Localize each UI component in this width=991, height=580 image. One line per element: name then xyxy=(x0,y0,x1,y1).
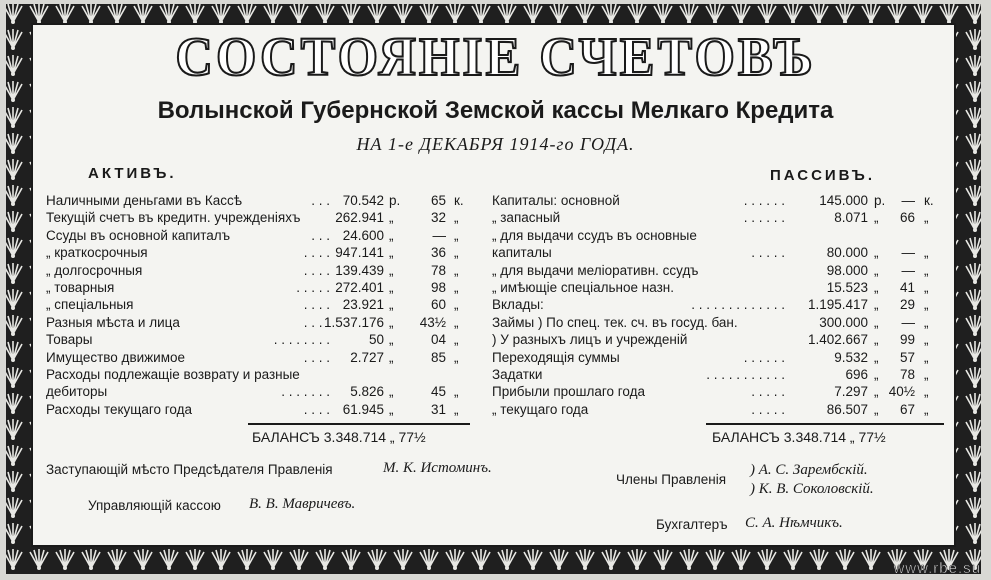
aktiv-line-rubles: 139.439 xyxy=(335,262,384,278)
aktiv-line-kop-unit: „ xyxy=(454,210,459,226)
passiv-line-kopecks: — xyxy=(901,193,915,208)
passiv-line-label: „ для выдачи ссудъ въ основные xyxy=(492,227,697,243)
passiv-line-label: Вклады: xyxy=(492,297,544,313)
aktiv-line-dots: . . . . . . . . xyxy=(273,332,330,348)
aktiv-line-unit: „ xyxy=(389,227,394,243)
page-title: СОСТОЯНІЕ СЧЕТОВЪ xyxy=(175,27,816,88)
passiv-line-unit: „ xyxy=(874,280,879,295)
aktiv-line-label: Расходы текущаго года xyxy=(46,401,193,417)
aktiv-line-dots: . . . . xyxy=(303,297,330,313)
aktiv-line-rubles: 61.945 xyxy=(342,401,384,417)
passiv-line-label: ) У разныхъ лицъ и учрежденій xyxy=(492,332,688,348)
aktiv-line-label: Расходы подлежащіе возврату и разные xyxy=(46,367,300,382)
passiv-line-rubles: 145.000 xyxy=(819,193,868,208)
aktiv-line-kop-unit: „ xyxy=(454,384,459,400)
passiv-line-label: „ для выдачи меліоративн. ссудъ xyxy=(492,262,699,278)
aktiv-line-rubles: 262.941 xyxy=(335,210,384,226)
aktiv-line-unit: „ xyxy=(389,262,394,278)
passiv-line-unit: „ xyxy=(874,349,879,365)
passiv-line-kopecks: — xyxy=(901,245,915,261)
board-member-1: ) А. С. Зарембскій. xyxy=(750,462,868,478)
passiv-balance-rule xyxy=(706,423,944,425)
aktiv-line-kopecks: 04 xyxy=(430,332,446,348)
aktiv-line-kopecks: 60 xyxy=(430,297,446,313)
passiv-line-rubles: 8.071 xyxy=(834,210,868,226)
aktiv-line-kopecks: 98 xyxy=(430,280,446,295)
aktiv-line-rubles: 24.600 xyxy=(342,227,384,243)
aktiv-line-kop-unit: „ xyxy=(454,262,459,278)
passiv-line-unit: „ xyxy=(874,245,879,261)
aktiv-line-kopecks: 85 xyxy=(430,349,446,365)
page-subtitle: Волынской Губернской Земской кассы Мелкаго Кредита xyxy=(157,97,834,124)
passiv-line-unit: „ xyxy=(874,210,879,226)
accountant-label: Бухгалтеръ xyxy=(656,517,728,532)
manager-label: Управляющій кассою xyxy=(88,498,221,513)
passiv-line-rubles: 98.000 xyxy=(826,262,868,278)
passiv-line-kop-unit: „ xyxy=(924,245,929,261)
passiv-line-kop-unit: „ xyxy=(924,401,929,417)
aktiv-line-dots: . . . xyxy=(311,193,330,208)
aktiv-line-unit: „ xyxy=(389,280,394,295)
passiv-line-kop-unit: „ xyxy=(924,332,929,348)
passiv-line-label: „ текущаго года xyxy=(492,401,589,417)
aktiv-line-unit: „ xyxy=(389,332,394,348)
aktiv-line-kopecks: — xyxy=(432,227,446,243)
passiv-line-kopecks: 78 xyxy=(899,367,915,382)
passiv-line-dots: . . . . . xyxy=(751,384,785,400)
passiv-line-rubles: 86.507 xyxy=(826,401,868,417)
passiv-line-label: Задатки xyxy=(492,367,543,382)
aktiv-line-rubles: 2.727 xyxy=(350,349,384,365)
board-label: Члены Правленія xyxy=(616,472,727,487)
passiv-line-label: „ имѣющіе спеціальное назн. xyxy=(492,280,674,295)
passiv-line-label: „ запасный xyxy=(492,210,561,226)
deputy-chairman-label: Заступающій мѣсто Предсѣдателя Правленія xyxy=(46,462,333,477)
board-member-2: ) К. В. Соколовскій. xyxy=(750,481,874,497)
passiv-line-kop-unit: „ xyxy=(924,349,929,365)
aktiv-line-label: Имущество движимое xyxy=(46,349,186,365)
passiv-line-dots: . . . . . xyxy=(751,245,785,261)
aktiv-line-unit: „ xyxy=(389,384,394,400)
passiv-line-rubles: 696 xyxy=(845,367,868,382)
passiv-line-kopecks: 29 xyxy=(899,297,915,313)
passiv-line-dots: . . . . . . . . . . . xyxy=(706,367,785,382)
aktiv-line-unit: „ xyxy=(389,314,394,330)
passiv-balance: БАЛАНСЪ 3.348.714 „ 77½ xyxy=(712,429,886,445)
passiv-line-kop-unit: „ xyxy=(924,280,929,295)
passiv-line-kop-unit: „ xyxy=(924,297,929,313)
passiv-line-dots: . . . . . . . . . . . . . xyxy=(691,297,785,313)
passiv-line-label: капиталы xyxy=(492,245,552,261)
passiv-line-kop-unit: „ xyxy=(924,210,929,226)
aktiv-line-rubles: 23.921 xyxy=(342,297,384,313)
aktiv-balance-rule xyxy=(248,423,470,425)
aktiv-line-label: Разныя мѣста и лица xyxy=(46,314,180,330)
passiv-line-unit: „ xyxy=(874,314,879,330)
passiv-line-unit: „ xyxy=(874,262,879,278)
aktiv-line-dots: . . . xyxy=(311,227,330,243)
aktiv-line-rubles: 947.141 xyxy=(335,245,384,261)
passiv-heading: ПАССИВЪ. xyxy=(770,167,875,184)
aktiv-line-rubles: 50 xyxy=(368,332,384,348)
aktiv-line-rubles: 70.542 xyxy=(342,193,384,208)
passiv-line-unit: „ xyxy=(874,297,879,313)
passiv-line-kop-unit: „ xyxy=(924,384,929,400)
passiv-line-kopecks: 66 xyxy=(899,210,915,226)
passiv-line-unit: „ xyxy=(874,401,879,417)
passiv-line-kopecks: 99 xyxy=(899,332,915,348)
report-date: НА 1-е ДЕКАБРЯ 1914-го ГОДА. xyxy=(356,134,635,154)
aktiv-line-label: Наличными деньгами въ Кассѣ xyxy=(46,193,243,208)
aktiv-line-kop-unit: „ xyxy=(454,401,459,417)
aktiv-line-kopecks: 43½ xyxy=(419,314,446,330)
passiv-line-label: Переходящія суммы xyxy=(492,349,620,365)
aktiv-line-dots: . . . . xyxy=(303,349,330,365)
aktiv-line-kopecks: 78 xyxy=(430,262,446,278)
aktiv-line-kop-unit: „ xyxy=(454,314,459,330)
passiv-line-kopecks: 41 xyxy=(899,280,915,295)
aktiv-line-label: „ товарныя xyxy=(46,280,115,295)
aktiv-line-dots: . . . . xyxy=(303,401,330,417)
passiv-line-dots: . . . . . . xyxy=(743,349,785,365)
aktiv-line-dots: . . . . xyxy=(303,314,330,330)
passiv-line-label: Капиталы: основной xyxy=(492,193,620,208)
aktiv-line-kopecks: 32 xyxy=(430,210,446,226)
aktiv-line-dots: . . . . . xyxy=(296,280,330,295)
aktiv-line-kopecks: 31 xyxy=(430,401,446,417)
aktiv-line-kopecks: 65 xyxy=(430,193,446,208)
aktiv-heading: АКТИВЪ. xyxy=(88,165,177,182)
passiv-line-rubles: 7.297 xyxy=(834,384,868,400)
deputy-chairman-name: М. К. Истоминъ. xyxy=(383,460,492,476)
aktiv-line-unit: р. xyxy=(389,193,401,208)
aktiv-balance: БАЛАНСЪ 3.348.714 „ 77½ xyxy=(252,429,426,445)
passiv-line-kop-unit: „ xyxy=(924,262,929,278)
passiv-line-kop-unit: „ xyxy=(924,367,929,382)
passiv-line-rubles: 300.000 xyxy=(819,314,868,330)
passiv-line-label: Прибыли прошлаго года xyxy=(492,384,646,400)
aktiv-line-kopecks: 36 xyxy=(430,245,446,261)
passiv-line-unit: „ xyxy=(874,332,879,348)
aktiv-line-label: Текущій счетъ въ кредитн. учрежденіяхъ xyxy=(46,210,301,226)
aktiv-line-label: Товары xyxy=(46,332,93,348)
aktiv-line-kop-unit: „ xyxy=(454,280,459,295)
aktiv-line-kopecks: 45 xyxy=(430,384,446,400)
aktiv-line-unit: „ xyxy=(389,210,394,226)
watermark: www.rbe.su xyxy=(893,560,981,577)
aktiv-line-rubles: 1.537.176 xyxy=(323,314,384,330)
aktiv-line-kop-unit: „ xyxy=(454,297,459,313)
passiv-line-rubles: 15.523 xyxy=(826,280,868,295)
passiv-line-rubles: 9.532 xyxy=(834,349,868,365)
aktiv-line-kop-unit: „ xyxy=(454,332,459,348)
aktiv-line-kop-unit: к. xyxy=(454,193,464,208)
aktiv-line-label: „ спеціальныя xyxy=(46,297,134,313)
passiv-line-kopecks: — xyxy=(901,262,915,278)
passiv-line-unit: „ xyxy=(874,384,879,400)
aktiv-line-label: Ссуды въ основной капиталъ xyxy=(46,227,231,243)
passiv-line-kop-unit: „ xyxy=(924,314,929,330)
passiv-line-dots: . . . . . . xyxy=(743,210,785,226)
aktiv-line-dots: . . . . . . . xyxy=(281,384,330,400)
passiv-line-dots: . . . . . . xyxy=(743,193,785,208)
passiv-line-dots: . . . . . xyxy=(751,401,785,417)
aktiv-line-rubles: 272.401 xyxy=(335,280,384,295)
aktiv-line-unit: „ xyxy=(389,297,394,313)
passiv-line-label: Займы ) По спец. тек. сч. въ госуд. бан. xyxy=(492,314,738,330)
passiv-line-kopecks: 67 xyxy=(899,401,915,417)
passiv-line-rubles: 80.000 xyxy=(826,245,868,261)
passiv-line-kop-unit: к. xyxy=(924,193,934,208)
passiv-line-unit: „ xyxy=(874,367,879,382)
aktiv-line-label: дебиторы xyxy=(46,384,108,400)
passiv-line-rubles: 1.195.417 xyxy=(807,297,868,313)
aktiv-line-unit: „ xyxy=(389,245,394,261)
accountant-name: С. А. Нѣмчикъ. xyxy=(745,515,843,531)
aktiv-line-unit: „ xyxy=(389,401,394,417)
passiv-line-kopecks: 40½ xyxy=(888,384,915,400)
passiv-line-kopecks: — xyxy=(901,314,915,330)
aktiv-line-kop-unit: „ xyxy=(454,245,459,261)
aktiv-line-kop-unit: „ xyxy=(454,227,459,243)
aktiv-line-label: „ краткосрочныя xyxy=(46,245,148,261)
aktiv-line-label: „ долгосрочныя xyxy=(46,262,143,278)
passiv-line-rubles: 1.402.667 xyxy=(807,332,868,348)
passiv-line-kopecks: 57 xyxy=(899,349,915,365)
manager-name: В. В. Мавричевъ. xyxy=(249,496,356,512)
aktiv-line-dots: . . . . xyxy=(303,262,330,278)
aktiv-line-rubles: 5.826 xyxy=(350,384,384,400)
passiv-line-unit: р. xyxy=(874,193,886,208)
aktiv-line-dots: . . . . xyxy=(303,245,330,261)
aktiv-line-unit: „ xyxy=(389,349,394,365)
aktiv-line-kop-unit: „ xyxy=(454,349,459,365)
